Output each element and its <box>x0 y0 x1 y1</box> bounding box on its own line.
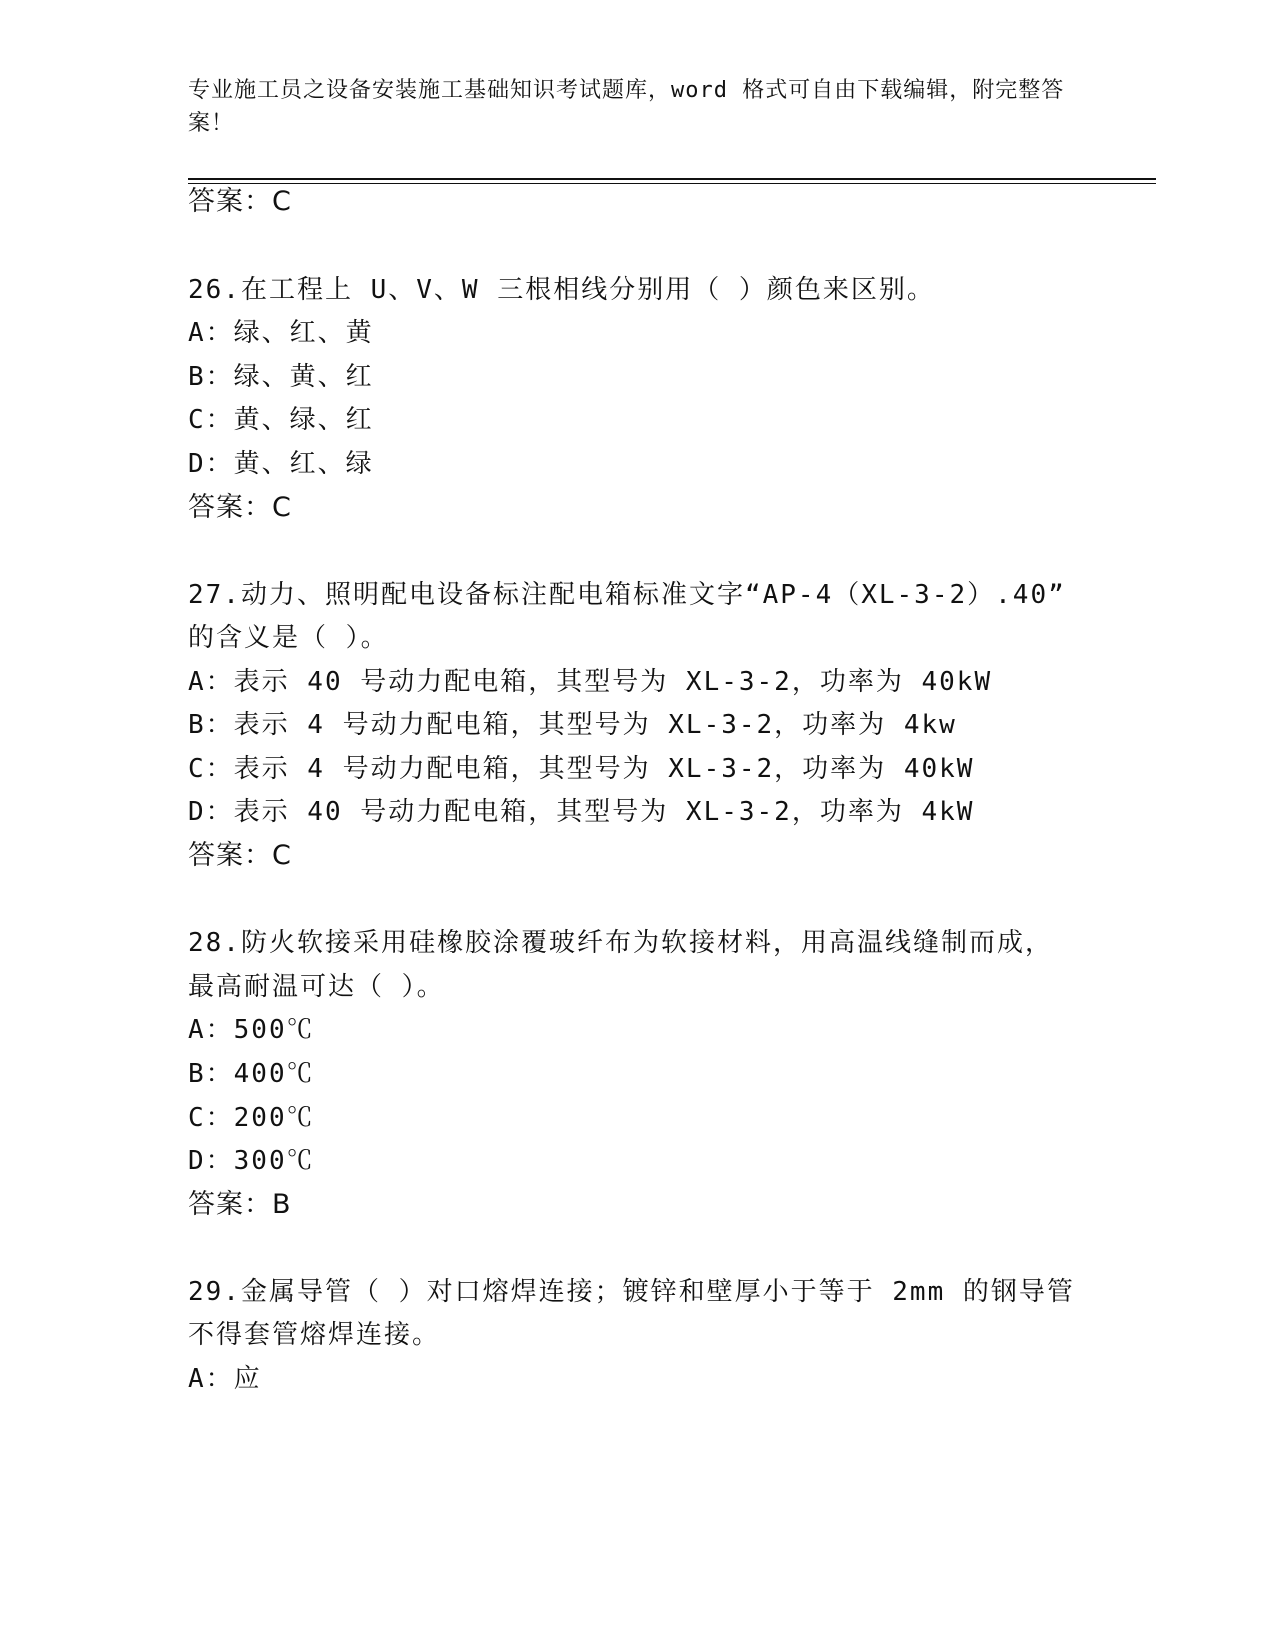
question-27-option-d: D：表示 40 号动力配电箱，其型号为 XL-3-2，功率为 4kW <box>188 797 975 827</box>
question-28-option-d: D：300℃ <box>188 1146 315 1176</box>
question-28-stem-line-2: 最高耐温可达（ ）。 <box>188 972 445 1002</box>
question-26-option-c: C：黄、绿、红 <box>188 405 374 435</box>
question-27-answer: 答案：C <box>188 840 292 871</box>
question-29-stem-line-1: 29.金属导管（ ）对口熔焊连接；镀锌和壁厚小于等于 2mm 的钢导管 <box>188 1277 1075 1307</box>
question-27-stem-line-1: 27.动力、照明配电设备标注配电箱标准文字“AP-4（XL-3-2）.40” <box>188 580 1066 610</box>
question-27-stem-line-2: 的含义是（ ）。 <box>188 623 389 653</box>
header-divider <box>188 178 1156 180</box>
document-header: 专业施工员之设备安装施工基础知识考试题库，word 格式可自由下载编辑，附完整答案！ <box>188 78 1065 136</box>
question-28-option-a: A：500℃ <box>188 1015 315 1045</box>
question-26-option-a: A：绿、红、黄 <box>188 318 374 348</box>
question-26-stem: 26.在工程上 U、V、W 三根相线分别用（ ）颜色来区别。 <box>188 275 935 305</box>
previous-answer: 答案：C <box>188 186 292 217</box>
question-28-option-c: C：200℃ <box>188 1103 315 1133</box>
question-28-answer: 答案：B <box>188 1189 292 1220</box>
question-28-stem-line-1: 28.防火软接采用硅橡胶涂覆玻纤布为软接材料，用高温线缝制而成， <box>188 928 1053 958</box>
question-26-option-d: D：黄、红、绿 <box>188 449 374 479</box>
question-26-option-b: B：绿、黄、红 <box>188 362 374 392</box>
question-26-answer: 答案：C <box>188 492 292 523</box>
question-27-option-c: C：表示 4 号动力配电箱，其型号为 XL-3-2，功率为 40kW <box>188 754 975 784</box>
question-29-option-a: A：应 <box>188 1364 262 1394</box>
question-27-option-a: A：表示 40 号动力配电箱，其型号为 XL-3-2，功率为 40kW <box>188 667 993 697</box>
header-divider-thin <box>188 183 1156 184</box>
question-29-stem-line-2: 不得套管熔焊连接。 <box>188 1320 441 1350</box>
question-27-option-b: B：表示 4 号动力配电箱，其型号为 XL-3-2，功率为 4kw <box>188 710 957 740</box>
question-28-option-b: B：400℃ <box>188 1059 315 1089</box>
